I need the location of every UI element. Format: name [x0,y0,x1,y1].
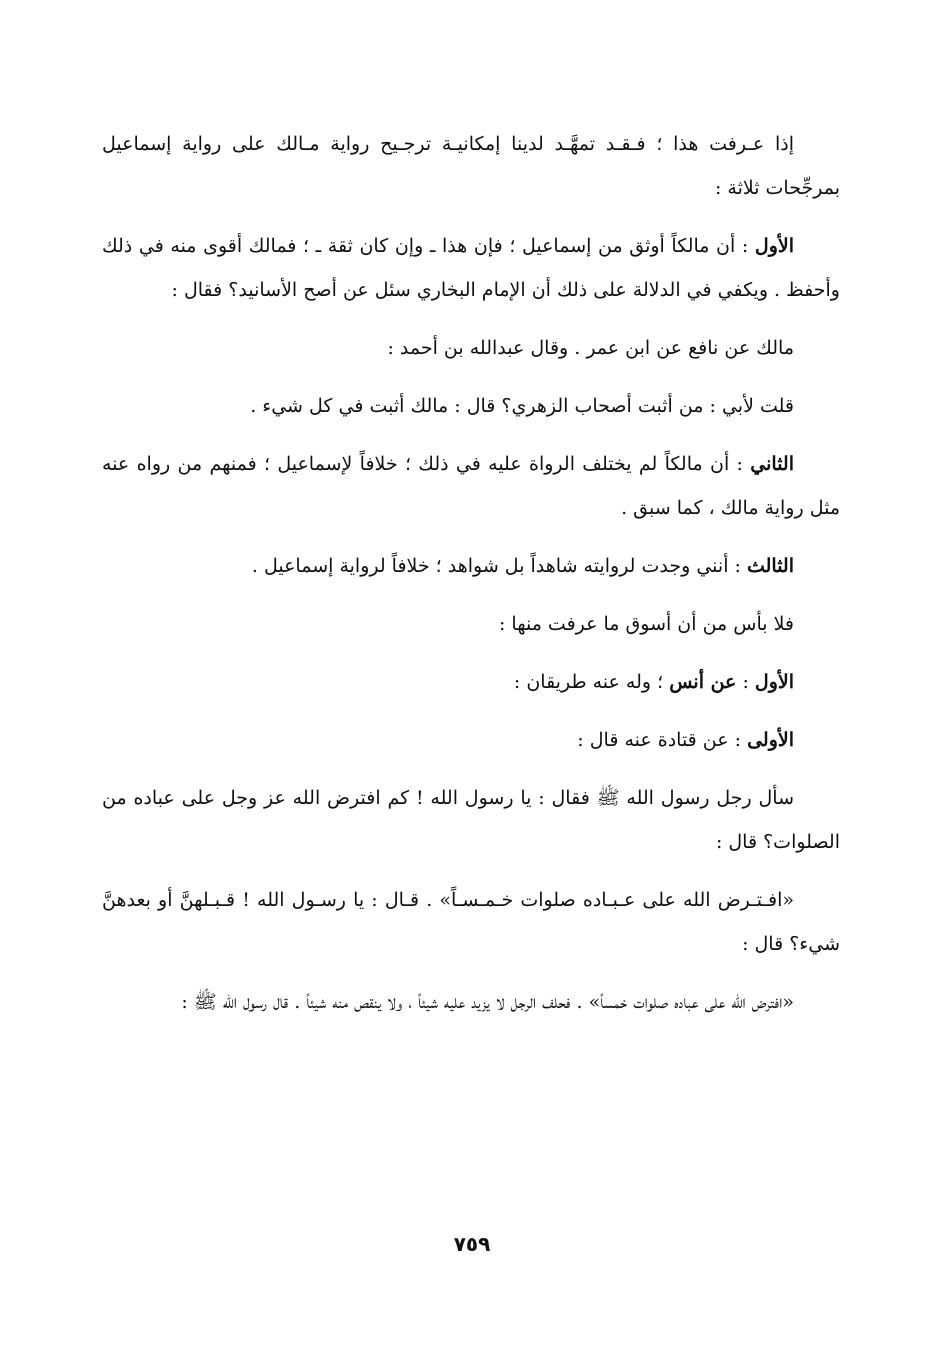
paragraph-text: إذا عـرفت هذا ؛ فـقـد تمهَّـد لدينا إمكانيـة ترجـيح رواية مـالك على رواية إسماعيل بمرجِّحات ثلاثة : [102,133,840,199]
paragraph-first-reason [102,224,840,312]
paragraph-text: قلت لأبي : من أثبت أصحاب الزهري؟ قال : مالك أثبت في كل شيء . [250,395,794,417]
paragraph-heading: الأول [754,671,794,693]
paragraph-hadith-question [102,776,840,864]
paragraph-text: : أنني وجدت لروايته شاهداً بل شواهد ؛ خلافاً لرواية إسماعيل . [251,555,747,577]
paragraph-subheading: عن أنس [669,671,737,693]
paragraph-text: : [736,671,755,693]
paragraph-quote-ahmad [102,384,840,428]
paragraph-text: : أن مالكاً أوثق من إسماعيل ؛ فإن هذا ـ وإن كان ثقة ـ ؛ فمالك أقوى منه في ذلك وأحفظ . ويكفي في الدلالة على ذلك أن الإمام البخاري سئل عن أصح الأسانيد؟ فقال : [102,235,840,301]
page-body [102,122,840,1024]
page-number: ٧٥٩ [453,1232,491,1256]
paragraph-text: مالك عن نافع عن ابن عمر . وقال عبدالله بن أحمد : [387,337,794,359]
paragraph-transition [102,602,840,646]
paragraph-text: سأل رجل رسول الله ﷺ فقال : يا رسول الله ! كم افترض الله عز وجل على عباده من الصلوات؟ قال : [102,787,840,853]
paragraph-text: «افـتـرض الله على عـبـاده صلوات خـمـسـاً» . قـال : يا رسـول الله ! قـبـلهنَّ أو بعدهنَّ شيء؟ قال : [102,889,840,955]
paragraph-second-reason [102,442,840,530]
paragraph-heading: الثالث [746,555,794,577]
paragraph-text: «افترض الله على عباده صلوات خمساً» . فحلف الرجل لا يزيد عليه شيئاً ، ولا ينقص منه شيئاً . قال رسول الله ﷺ : [181,991,794,1013]
paragraph-heading: الأول [754,235,794,257]
paragraph-third-reason [102,544,840,588]
paragraph-quote-bukhari [102,326,840,370]
paragraph-text: فلا بأس من أن أسوق ما عرفت منها : [498,613,794,635]
paragraph-heading: الثاني [750,453,794,475]
paragraph-text: ؛ وله عنه طريقان : [513,671,670,693]
paragraph-first-witness [102,660,840,704]
paragraph-hadith-answer-1 [102,878,840,966]
paragraph-heading: الأولى [747,729,794,751]
paragraph-hadith-answer-2 [102,980,840,1024]
paragraph-first-path [102,718,840,762]
paragraph-text: : عن قتادة عنه قال : [577,729,748,751]
paragraph-text: : أن مالكاً لم يختلف الرواة عليه في ذلك ؛ خلافاً لإسماعيل ؛ فمنهم من رواه عنه مثل رواية مالك ، كما سبق . [102,453,840,519]
paragraph-intro [102,122,840,210]
